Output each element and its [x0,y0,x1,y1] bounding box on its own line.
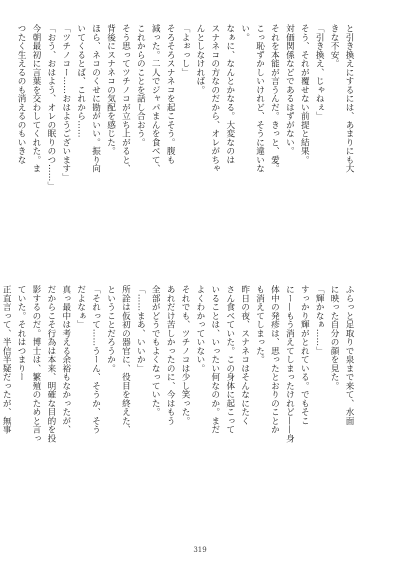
text-column: 真っ最中は考える余裕もなかったが、 [60,285,71,434]
text-column: こっ恥ずかしいけれど、そうに違いな [254,24,265,173]
text-column: 「輝かなぁ……」 [314,285,325,355]
text-column: きな不安。 [329,24,340,68]
text-column: なぁに、なんとかなる。大変なのは [224,24,235,164]
page-number: 319 [193,546,207,554]
text-column: ほら、ネコのくせに勘がいい。振り向 [90,24,101,173]
text-column: そう、それが覆せない前提と結果。 [299,24,310,164]
text-column: 昨日の夜、スナネコはそんなにたく [239,285,250,425]
text-column: 対価関係などであるはずがない。 [284,24,295,156]
text-column: だよなぁ」 [75,285,86,329]
text-column: 所詮は仮初の器官に、役目を終えた、 [120,285,131,434]
text-column: さん食べていた。この身体に起こって [224,285,235,434]
text-column: と引き換えにするには、あまりにも大 [344,24,354,173]
text-column: それでも、ツチノコは少し笑った。 [180,285,191,425]
text-column: ふらっと足取りで泉まで来て、水面 [344,285,354,425]
text-column: すっかり輝がとれている。でもそこ [299,285,310,425]
text-column: そろそろスナネコを起こそう。腹も [165,24,176,164]
text-column: 「おう、おはよう、オレの眠りのつ……」 [45,24,56,191]
text-column: 影するのだ。博士は、繁殖のためと言っ [30,285,41,443]
text-column: 「よぉっし」 [180,24,191,77]
text-column: それを本能が言うんだ。きっと、愛。 [269,24,280,173]
text-column: ていた。それはつまりー [16,285,27,382]
text-column: にー—もう消えてしまったけれど——身 [284,285,295,443]
text-column: 減った。二人でジャパまんを食べて、 [150,24,161,173]
text-column: いてくるとば、これから…… [75,24,86,138]
text-column: ということだろうか。 [105,285,116,373]
text-column: スナネコの方なのだから、オレがちゃ [209,24,220,173]
text-column: 今朝最初に言葉を交わしてくれた。ま [30,24,41,173]
text-column: あれだけ苦しかったのに、今はもう [165,285,176,425]
text-column: も消えてしまった。 [254,285,265,364]
text-column: そう思ってツチノコが立ち上がると、 [120,24,131,173]
text-column: いることは、いったい何なのか。まだ [209,285,220,434]
text-block-bottom [1,285,356,523]
text-column: 背後にスナネコの気配を感じた。 [105,24,116,156]
text-column: んとしなければ。 [194,24,205,94]
text-column: つたく生えるのも消えるのもいきな [16,24,27,164]
text-column: 「……まあ、いいか」 [135,285,146,373]
text-column: 「引き換え、じゃねぇ」 [314,24,325,121]
text-column: これからのことを話し合おう。 [135,24,146,147]
text-column: 「それって……うーん、そうか、そう [90,285,101,434]
text-block-top [16,24,356,262]
text-column: 全部がどうでもよくなっていた。 [150,285,161,417]
text-column: 「ツチノコー……おはようございます」 [60,24,71,182]
text-column: 体中の発疹は、思ったとおりのことか [269,285,280,434]
text-column: だからこそ行為は本来、明確な目的を投 [45,285,56,443]
text-column: 正直言って、半信半疑だったが、無事 [1,285,12,434]
text-column: よくわかっていない。 [194,285,205,373]
text-column: に映った自分の顔を見た。 [329,285,340,390]
text-column: い。 [239,24,250,42]
